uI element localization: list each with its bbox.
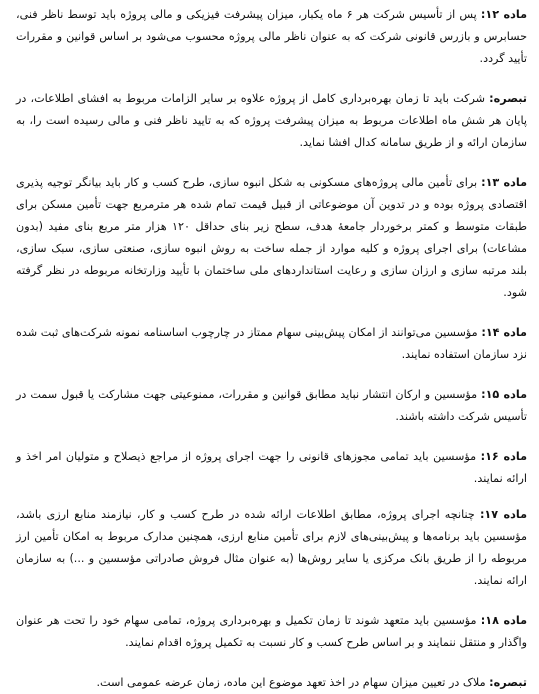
article-label: ماده ۱۸: bbox=[480, 614, 527, 627]
article-label: ماده ۱۲: bbox=[480, 8, 528, 21]
note-label: تبصره: bbox=[489, 676, 527, 689]
note-text: ملاک در تعیین میزان سهام در اخذ تعهد موضوع این ماده، زمان عرضه عمومی است. bbox=[96, 676, 486, 689]
article-text: مؤسسین باید متعهد شوند تا زمان تکمیل و بهره‌برداری پروژه، تمامی سهام خود را تحت هر عنوان واگذار و منتقل ننمایند و بر اساس طرح کسب و کار نسبت به تکمیل پروژه اقدام نمایند. bbox=[16, 614, 527, 649]
article-15 bbox=[16, 384, 527, 428]
article-label: ماده ۱۵: bbox=[481, 388, 527, 401]
article-label: ماده ۱۶: bbox=[480, 450, 527, 463]
article-text: چنانچه اجرای پروژه، مطابق اطلاعات ارائه شده در طرح کسب و کار، نیازمند منابع ارزی باشد، مؤسسین باید برنامه‌ها و پیش‌بینی‌های لازم برای تأمین منابع ارزی، همچنین مدارک مربوط به امکان تأمین ارز مربوطه را از طریق بانک مرکزی یا سایر روش‌ها (به عنوان مثال فروش صادراتی مؤسسین و ...) به سازمان ارائه نمایند. bbox=[16, 508, 527, 587]
article-text: برای تأمین مالی پروژه‌های مسکونی به شکل انبوه سازی، طرح کسب و کار باید بیانگر توجیه پذیری اقتصادی پروژه بوده و در تدوین آن موضوعاتی از قبیل قیمت تمام شده هر مترمربع جهت تأمین مسکن برای طبقات متوسط و کمتر برخوردار جامعهٔ هدف، سطح زیر بنای حداقل ۱۲۰ هزار متر مربع بنای مفید (بدون مشاعات) برای اجرای پروژه و کلیه موارد از جمله ساخت به روش انبوه سازی، صنعتی سازی، سبک سازی، بلند مرتبه سازی و ارزان سازی و رعایت استانداردهای ملی ساختمان با تأیید وزارتخانه مربوطه در نظر گرفته شود. bbox=[16, 176, 527, 299]
note-text: شرکت باید تا زمان بهره‌برداری کامل از پروژه علاوه بر سایر الزامات مربوط به افشای اطلاعات، در پایان هر شش ماه اطلاعات مربوط به میزان پیشرفت پروژه که به تایید ناظر فنی و مالی رسیده است را، به سازمان ارائه و از طریق سامانه کدال افشا نماید. bbox=[16, 92, 527, 149]
article-text: مؤسسین و ارکان انتشار نباید مطابق قوانین و مقررات، ممنوعیتی جهت مشارکت یا قبول سمت در تأسیس شرکت داشته باشند. bbox=[16, 388, 527, 423]
article-18 bbox=[16, 610, 527, 654]
article-label: ماده ۱۴: bbox=[481, 326, 527, 339]
article-17 bbox=[16, 504, 527, 592]
note-article-18 bbox=[16, 672, 527, 694]
article-text: پس از تأسیس شرکت هر ۶ ماه یکبار، میزان پیشرفت فیزیکی و مالی پروژه باید توسط ناظر فنی، حسابرس و بازرس قانونی شرکت که به عنوان ناظر مالی پروژه محسوب می‌شود بر اساس قوانین و مقررات تأیید گردد. bbox=[16, 8, 527, 65]
note-article-12 bbox=[16, 88, 527, 154]
note-label: تبصره: bbox=[489, 92, 527, 105]
article-text: مؤسسین باید تمامی مجوزهای قانونی را جهت اجرای پروژه از مراجع ذیصلاح و متولیان امر اخذ و ارائه نمایند. bbox=[16, 450, 527, 485]
article-16 bbox=[16, 446, 527, 490]
article-12 bbox=[16, 4, 527, 70]
article-label: ماده ۱۳: bbox=[481, 176, 527, 189]
article-14 bbox=[16, 322, 527, 366]
article-label: ماده ۱۷: bbox=[479, 508, 528, 521]
article-13 bbox=[16, 172, 527, 304]
article-text: مؤسسین می‌توانند از امکان پیش‌بینی سهام ممتاز در چارچوب اساسنامه نمونه شرکت‌های ثبت شده نزد سازمان استفاده نمایند. bbox=[16, 326, 527, 361]
